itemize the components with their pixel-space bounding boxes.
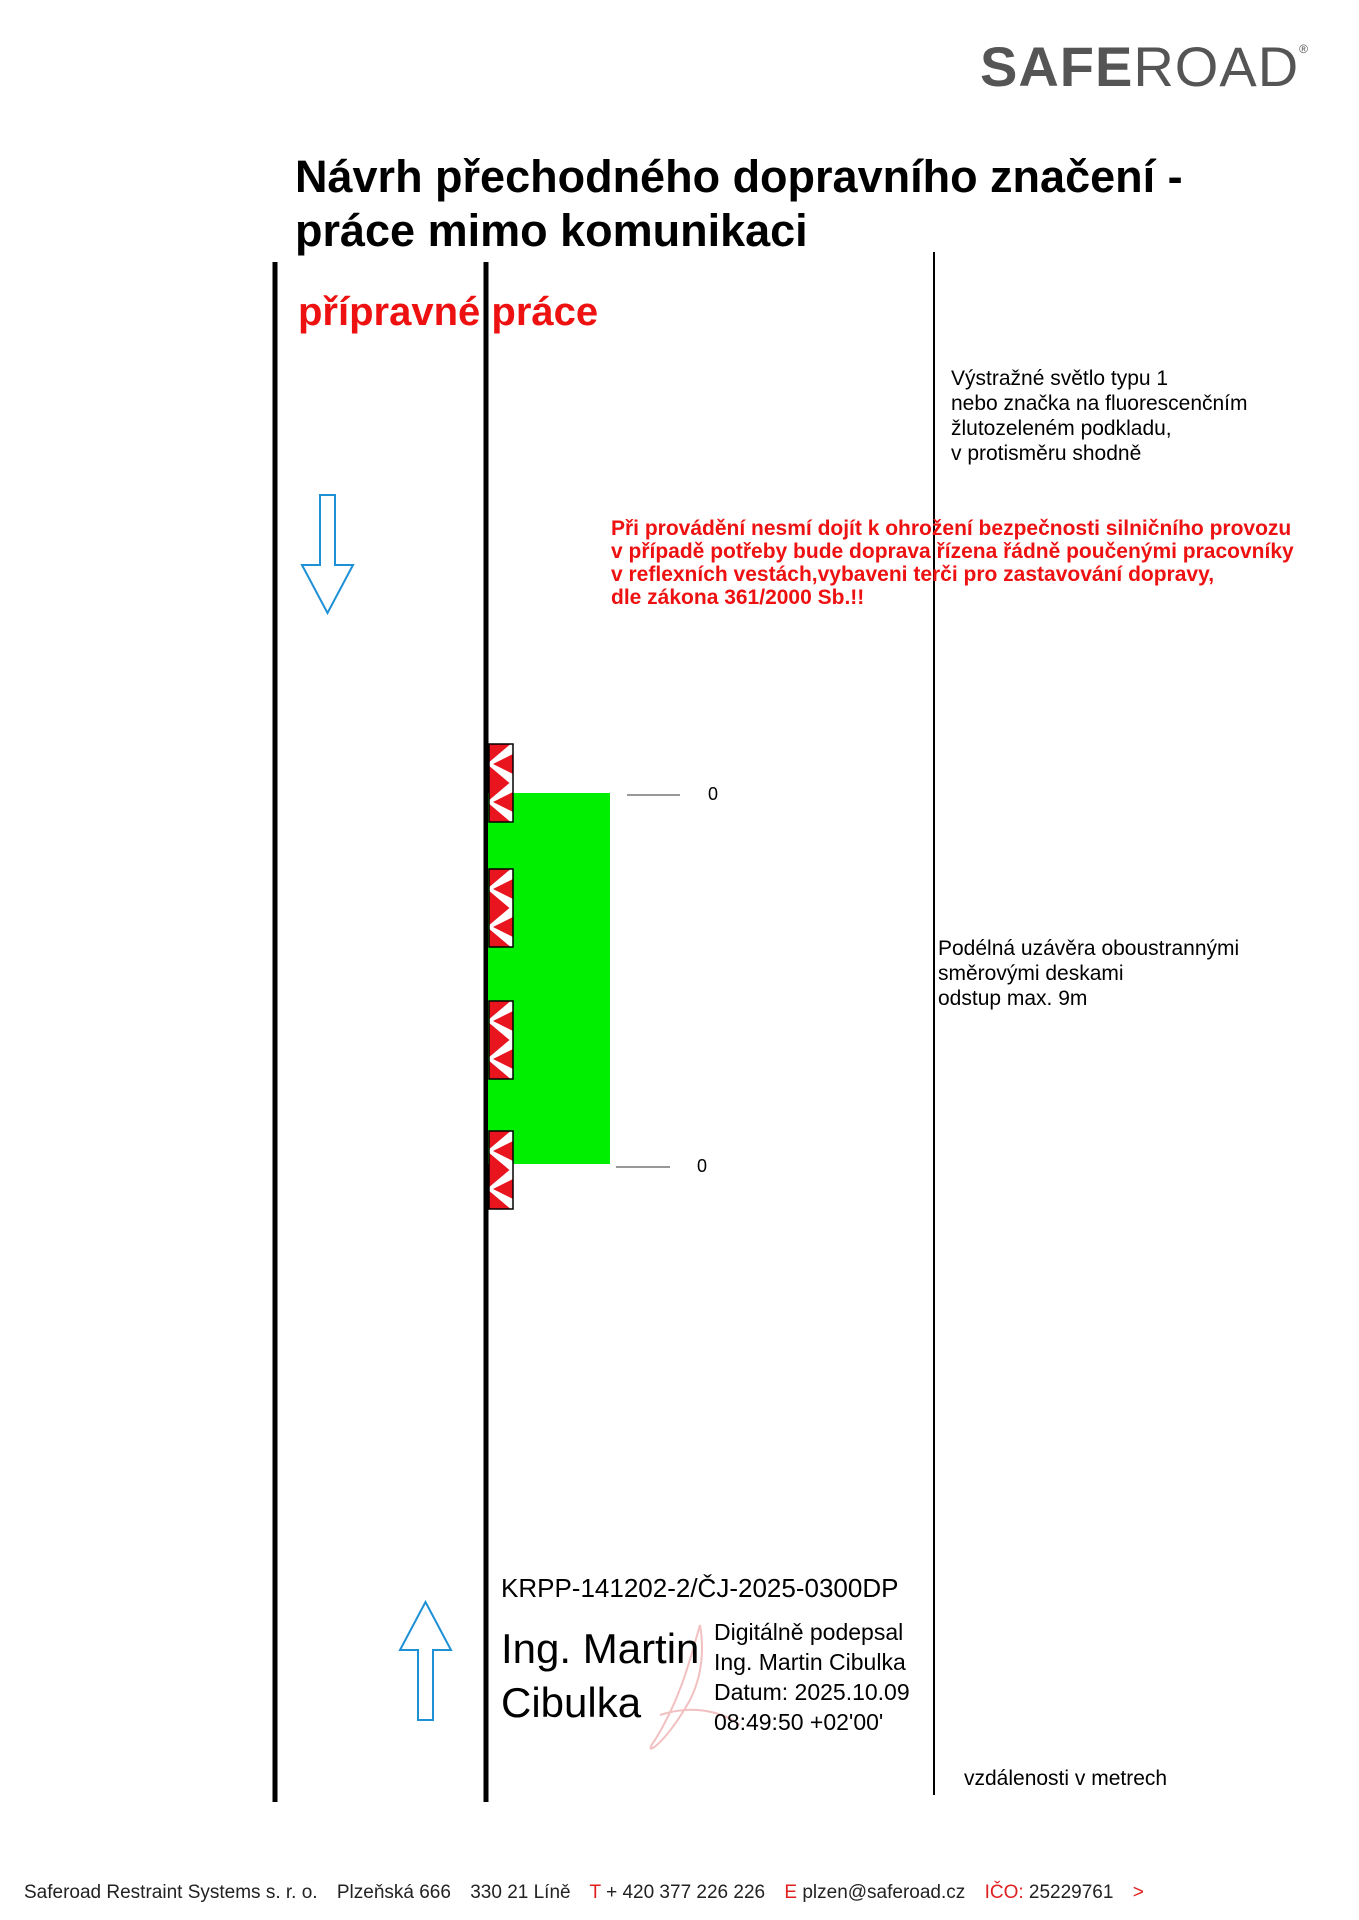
signature-detail-line: Datum: 2025.10.09	[714, 1679, 910, 1705]
closure-note-line: odstup max. 9m	[938, 987, 1088, 1010]
note-light-line: v protisměru shodně	[951, 442, 1142, 465]
warning-line: Při provádění nesmí dojít k ohrožení bezpečnosti silničního provozu	[611, 517, 1292, 540]
warning-line: dle zákona 361/2000 Sb.!!	[611, 586, 865, 609]
signature-name-line: Ing. Martin	[501, 1625, 700, 1672]
footer-ico: 25229761	[1028, 1882, 1114, 1903]
distance-label-top: 0	[708, 784, 719, 804]
footer-ico-label: IČO:	[984, 1882, 1024, 1903]
distance-label-bottom: 0	[697, 1156, 708, 1176]
arrow-up-icon	[400, 1602, 451, 1720]
footer-street: Plzeňská 666	[336, 1882, 451, 1903]
direction-board-icon	[487, 867, 513, 949]
signature-detail-line: Digitálně podepsal	[714, 1619, 904, 1645]
closure-note-line: Podélná uzávěra oboustrannými	[938, 937, 1240, 960]
direction-board-icon	[487, 1129, 513, 1211]
footer-arrow-icon: >	[1132, 1882, 1144, 1903]
footer-phone: + 420 377 226 226	[606, 1882, 766, 1903]
signature-detail-line: 08:49:50 +02'00'	[714, 1709, 884, 1735]
note-light-line: žlutozeleném podkladu,	[951, 417, 1172, 440]
closure-note	[938, 936, 1318, 1011]
closure-note-line: směrovými deskami	[938, 962, 1124, 985]
direction-board-icon	[487, 999, 513, 1081]
direction-board-icon	[487, 742, 513, 824]
signature-name-line: Cibulka	[501, 1679, 642, 1726]
signature-details	[714, 1617, 944, 1737]
footer	[24, 1882, 1144, 1904]
footer-email[interactable]: plzen@saferoad.cz	[802, 1882, 966, 1903]
logo-safe-text: SAFE	[980, 35, 1134, 98]
phase-subtitle: přípravné práce	[298, 290, 599, 334]
units-note: vzdálenosti v metrech	[964, 1767, 1168, 1790]
logo-registered-mark: ®	[1299, 42, 1309, 56]
signature-name	[501, 1622, 711, 1730]
signature-detail-line: Ing. Martin Cibulka	[714, 1649, 906, 1675]
reference-number: KRPP-141202-2/ČJ-2025-0300DP	[501, 1573, 899, 1603]
footer-city: 330 21 Líně	[470, 1882, 571, 1903]
footer-phone-label: T	[589, 1882, 601, 1903]
footer-email-label: E	[784, 1882, 798, 1903]
note-light-line: nebo značka na fluorescenčním	[951, 392, 1248, 415]
warning-line: v případě potřeby bude doprava řízena řádně poučenými pracovníky	[611, 540, 1294, 563]
note-light-line: Výstražné světlo typu 1	[951, 367, 1169, 390]
logo-road-text: ROAD	[1133, 35, 1300, 98]
warning-line: v reflexních vestách,vybaveni terči pro zastavování dopravy,	[611, 563, 1215, 586]
work-zone	[488, 793, 610, 1164]
page-title: Návrh přechodného dopravního značení - práce mimo komunikaci	[295, 151, 1183, 256]
footer-company: Saferoad Restraint Systems s. r. o.	[24, 1882, 318, 1903]
safety-warning	[611, 517, 1359, 609]
arrow-down-icon	[302, 495, 353, 613]
